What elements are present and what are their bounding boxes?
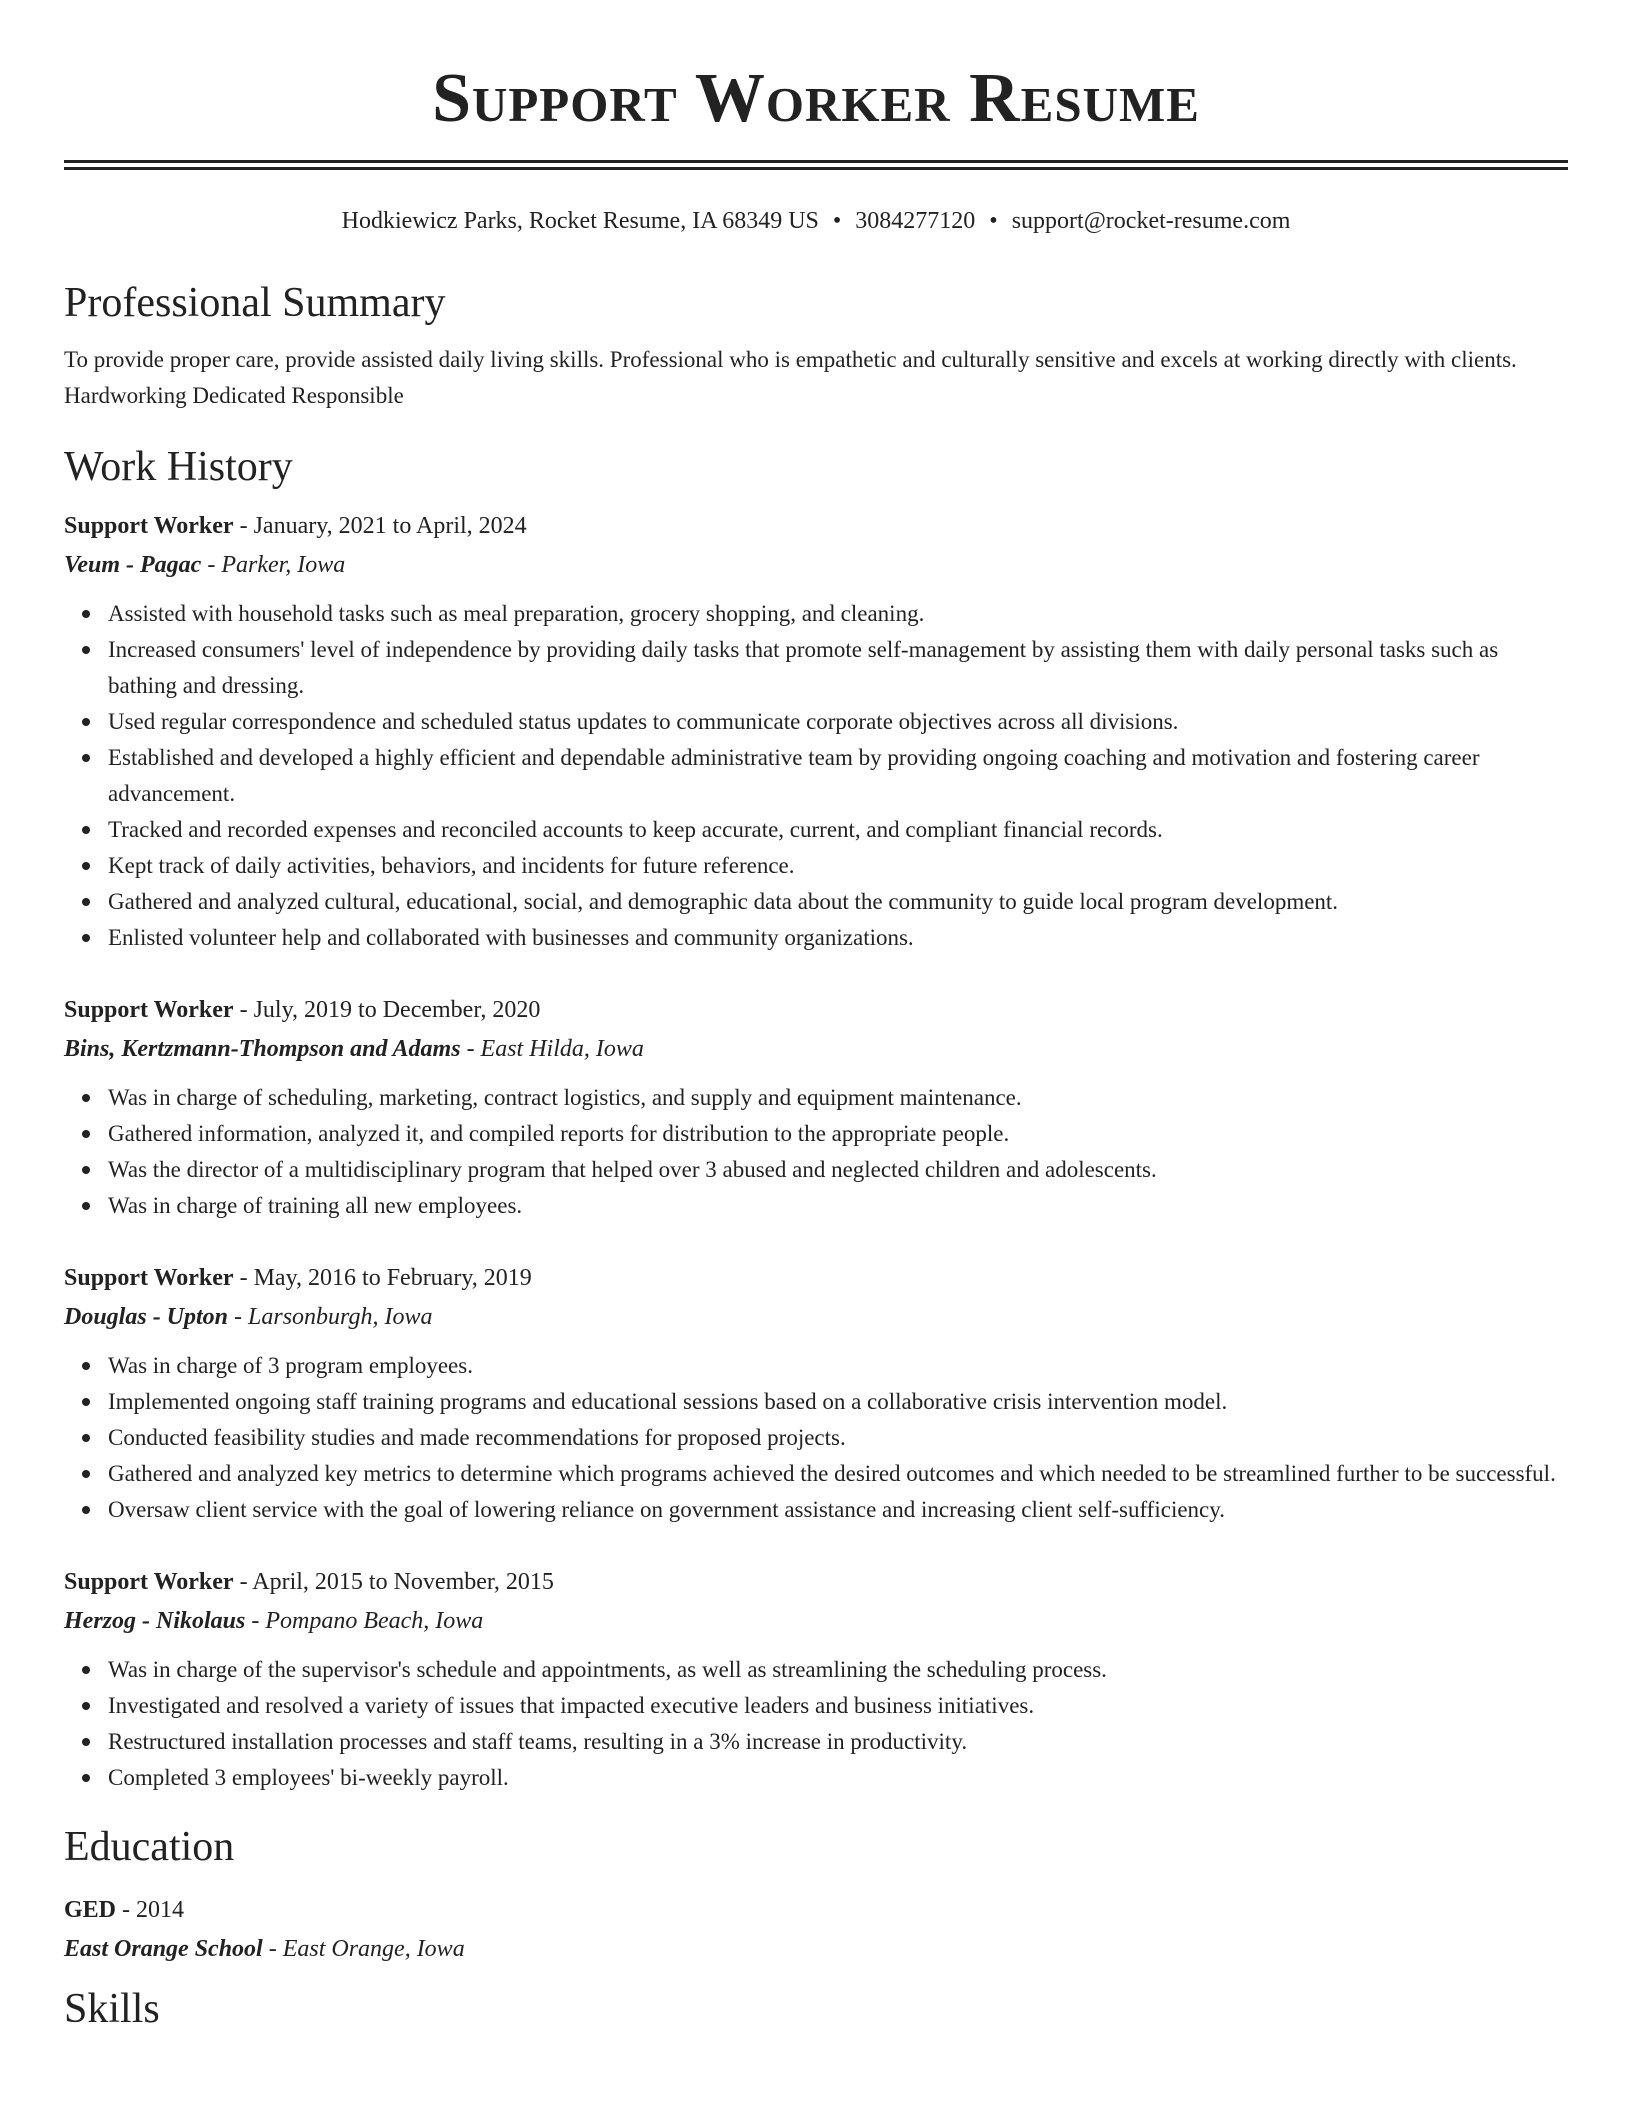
bullet-text: Implemented ongoing staff training programs and educational sessions based on a collaborative crisis intervention model. <box>108 1389 1228 1414</box>
employer-location: - Pompano Beach, Iowa <box>245 1608 484 1634</box>
employer-name: Douglas - Upton <box>64 1304 229 1330</box>
employer-location: - Larsonburgh, Iowa <box>228 1304 433 1330</box>
list-item <box>108 1456 1568 1492</box>
bullet-text: Increased consumers' level of independence by providing daily tasks that promote self-management by assisting them with daily personal tasks such as bathing and dressing. <box>108 637 1499 698</box>
work-history-heading: Work History <box>64 444 293 490</box>
bullet-text: Kept track of daily activities, behaviors, and incidents for future reference. <box>108 853 795 878</box>
contact-phone: 3084277120 <box>855 208 976 234</box>
job-title: Support Worker <box>64 997 234 1023</box>
bullet-dot-icon <box>82 1666 90 1674</box>
job-title: Support Worker <box>64 1265 234 1291</box>
school-location: - East Orange, Iowa <box>262 1936 465 1962</box>
list-item <box>108 596 1568 632</box>
education-heading: Education <box>64 1824 235 1870</box>
job-title-line <box>64 1258 1568 1298</box>
list-item <box>108 920 1568 956</box>
summary-heading: Professional Summary <box>64 280 446 326</box>
job-entry <box>64 990 1568 1224</box>
employer-line <box>64 1602 1568 1640</box>
list-item <box>108 1688 1568 1724</box>
bullet-text: Established and developed a highly efficient and dependable administrative team by providing ongoing coaching and motivation and fostering career advancement. <box>108 745 1480 806</box>
bullet-dot-icon <box>82 1362 90 1370</box>
bullet-text: Restructured installation processes and staff teams, resulting in a 3% increase in productivity. <box>108 1729 968 1754</box>
bullet-text: Gathered and analyzed key metrics to determine which programs achieved the desired outcomes and which needed to be streamlined further to be successful. <box>108 1461 1556 1486</box>
job-bullet-list <box>64 1652 1568 1796</box>
bullet-dot-icon <box>82 1506 90 1514</box>
bullet-text: Was in charge of training all new employees. <box>108 1193 523 1218</box>
list-item <box>108 740 1568 812</box>
school-name: East Orange School <box>64 1936 263 1962</box>
bullet-text: Completed 3 employees' bi-weekly payroll. <box>108 1765 509 1790</box>
contact-separator: • <box>832 208 842 234</box>
list-item <box>108 1080 1568 1116</box>
job-title-line <box>64 1562 1568 1602</box>
bullet-dot-icon <box>82 1094 90 1102</box>
bullet-text: Was in charge of the supervisor's schedule and appointments, as well as streamlining the scheduling process. <box>108 1657 1107 1682</box>
list-item <box>108 812 1568 848</box>
job-dates: - July, 2019 to December, 2020 <box>233 997 541 1023</box>
bullet-dot-icon <box>82 1738 90 1746</box>
bullet-text: Gathered and analyzed cultural, educational, social, and demographic data about the community to guide local program development. <box>108 889 1339 914</box>
list-item <box>108 1348 1568 1384</box>
job-dates: - May, 2016 to February, 2019 <box>233 1265 532 1291</box>
job-dates: - April, 2015 to November, 2015 <box>233 1569 554 1595</box>
job-bullet-list <box>64 1080 1568 1224</box>
employer-location: - East Hilda, Iowa <box>460 1036 644 1062</box>
bullet-dot-icon <box>82 610 90 618</box>
degree-name: GED <box>64 1897 117 1923</box>
list-item <box>108 1384 1568 1420</box>
employer-line <box>64 1030 1568 1068</box>
bullet-dot-icon <box>82 1166 90 1174</box>
contact-separator: • <box>989 208 998 234</box>
list-item <box>108 1420 1568 1456</box>
contact-address: Hodkiewicz Parks, Rocket Resume, IA 68349 US <box>341 208 819 234</box>
bullet-dot-icon <box>82 1774 90 1782</box>
bullet-text: Gathered information, analyzed it, and compiled reports for distribution to the appropriate people. <box>108 1121 1010 1146</box>
bullet-text: Was in charge of scheduling, marketing, contract logistics, and supply and equipment maintenance. <box>108 1085 1022 1110</box>
employer-line <box>64 1298 1568 1336</box>
job-title: Support Worker <box>64 513 234 539</box>
job-title-line <box>64 506 1568 546</box>
bullet-text: Was in charge of 3 program employees. <box>108 1353 473 1378</box>
bullet-dot-icon <box>82 934 90 942</box>
job-title-line <box>64 990 1568 1030</box>
bullet-dot-icon <box>82 898 90 906</box>
summary-text: To provide proper care, provide assisted daily living skills. Professional who is empathetic and culturally sensitive and excels at working directly with clients. Hardworking Dedicated Responsible <box>64 347 1517 408</box>
bullet-text: Tracked and recorded expenses and reconciled accounts to keep accurate, current, and compliant financial records. <box>108 817 1163 842</box>
job-dates: - January, 2021 to April, 2024 <box>233 513 527 539</box>
bullet-text: Was the director of a multidisciplinary program that helped over 3 abused and neglected children and adolescents. <box>108 1157 1157 1182</box>
employer-name: Herzog - Nikolaus <box>64 1608 246 1634</box>
bullet-text: Assisted with household tasks such as meal preparation, grocery shopping, and cleaning. <box>108 601 925 626</box>
list-item <box>108 1492 1568 1528</box>
job-entry <box>64 506 1568 956</box>
job-bullet-list <box>64 1348 1568 1528</box>
bullet-text: Enlisted volunteer help and collaborated with businesses and community organizations. <box>108 925 914 950</box>
list-item <box>108 884 1568 920</box>
contact-email: support@rocket-resume.com <box>1011 208 1291 234</box>
education-entry <box>64 1890 1568 1968</box>
list-item <box>108 1760 1568 1796</box>
bullet-dot-icon <box>82 862 90 870</box>
list-item <box>108 704 1568 740</box>
job-entry <box>64 1562 1568 1796</box>
bullet-text: Conducted feasibility studies and made recommendations for proposed projects. <box>108 1425 846 1450</box>
bullet-text: Investigated and resolved a variety of issues that impacted executive leaders and business initiatives. <box>108 1693 1035 1718</box>
list-item <box>108 848 1568 884</box>
employer-location: - Parker, Iowa <box>201 552 346 578</box>
degree-year: - 2014 <box>116 1897 185 1923</box>
bullet-dot-icon <box>82 718 90 726</box>
list-item <box>108 1152 1568 1188</box>
bullet-dot-icon <box>82 1434 90 1442</box>
degree-line <box>64 1890 1568 1930</box>
list-item <box>108 632 1568 704</box>
bullet-dot-icon <box>82 646 90 654</box>
bullet-dot-icon <box>82 1470 90 1478</box>
list-item <box>108 1116 1568 1152</box>
job-title: Support Worker <box>64 1569 234 1595</box>
bullet-text: Oversaw client service with the goal of lowering reliance on government assistance and increasing client self-sufficiency. <box>108 1497 1226 1522</box>
bullet-dot-icon <box>82 1130 90 1138</box>
title-double-rule <box>64 160 1568 170</box>
contact-line <box>64 206 1568 236</box>
job-entry <box>64 1258 1568 1528</box>
bullet-dot-icon <box>82 1702 90 1710</box>
job-bullet-list <box>64 596 1568 956</box>
bullet-text: Used regular correspondence and scheduled status updates to communicate corporate objectives across all divisions. <box>108 709 1179 734</box>
skills-heading: Skills <box>64 1986 160 2032</box>
bullet-dot-icon <box>82 1202 90 1210</box>
list-item <box>108 1652 1568 1688</box>
resume-title: Support Worker Resume <box>432 60 1200 137</box>
employer-name: Bins, Kertzmann-Thompson and Adams <box>64 1036 461 1062</box>
bullet-dot-icon <box>82 826 90 834</box>
list-item <box>108 1188 1568 1224</box>
bullet-dot-icon <box>82 754 90 762</box>
employer-line <box>64 546 1568 584</box>
employer-name: Veum - Pagac <box>64 552 202 578</box>
school-line <box>64 1930 1568 1968</box>
list-item <box>108 1724 1568 1760</box>
bullet-dot-icon <box>82 1398 90 1406</box>
